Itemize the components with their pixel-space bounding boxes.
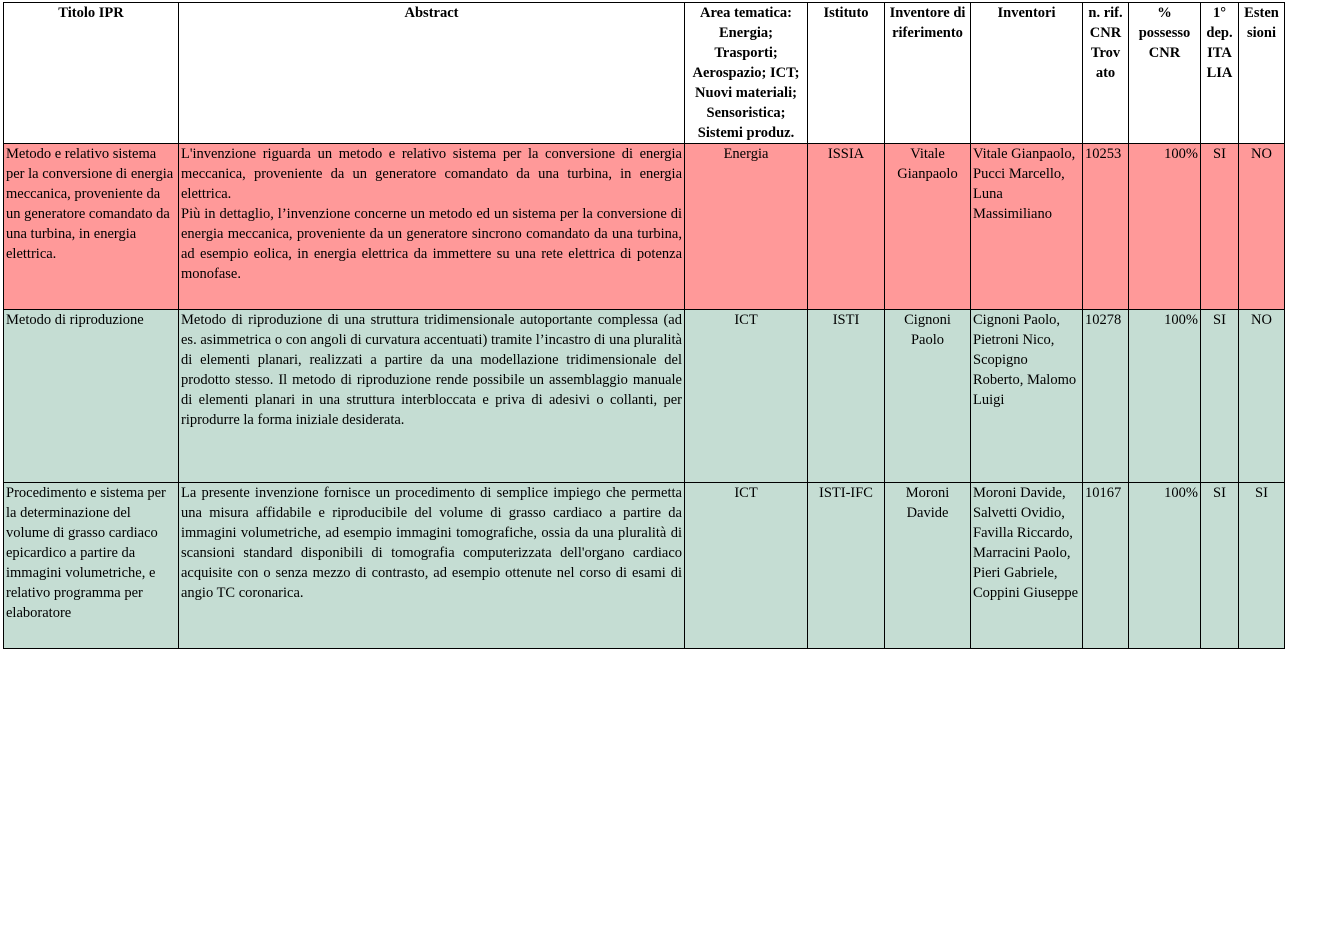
cell-titolo: Procedimento e sistema per la determinazione del volume di grasso cardiaco epicardico a partire da immagini volumetriche, e relativo programma per elaboratore [4, 483, 179, 649]
cell-inventori: Cignoni Paolo, Pietroni Nico, Scopigno Roberto, Malomo Luigi [971, 310, 1083, 483]
header-nrif: n. rif. CNR Trov ato [1083, 3, 1129, 144]
header-istituto: Istituto [808, 3, 885, 144]
cell-dep: SI [1201, 144, 1239, 310]
abstract-paragraph: Metodo di riproduzione di una struttura tridimensionale autoportante complessa (ad es. asimmetrica o con angoli di curvatura accentuati) tramite l’incastro di una pluralità di elementi planari, realizzati a partire da una modellazione tridimensionale del prodotto stesso. Il metodo di riproduzione rende possibile un assemblaggio manuale di elementi planari in una struttura interbloccata e priva di adesivi o collanti, per riprodurre la forma iniziale desiderata. [181, 312, 682, 428]
header-abstract: Abstract [179, 3, 685, 144]
cell-titolo: Metodo di riproduzione [4, 310, 179, 483]
ipr-table [3, 2, 1285, 649]
header-possesso: % possesso CNR [1129, 3, 1201, 144]
header-estensioni: Esten sioni [1239, 3, 1285, 144]
cell-inventore-rif: Vitale Gianpaolo [885, 144, 971, 310]
cell-estensioni: NO [1239, 310, 1285, 483]
cell-estensioni: SI [1239, 483, 1285, 649]
cell-possesso: 100% [1129, 483, 1201, 649]
cell-inventori: Moroni Davide, Salvetti Ovidio, Favilla Riccardo, Marracini Paolo, Pieri Gabriele, Coppini Giuseppe [971, 483, 1083, 649]
cell-istituto: ISTI-IFC [808, 483, 885, 649]
cell-nrif: 10278 [1083, 310, 1129, 483]
header-titolo: Titolo IPR [4, 3, 179, 144]
table-row [4, 144, 1285, 310]
cell-titolo: Metodo e relativo sistema per la conversione di energia meccanica, proveniente da un generatore comandato da una turbina, in energia elettrica. [4, 144, 179, 310]
cell-estensioni: NO [1239, 144, 1285, 310]
abstract-paragraph: L'invenzione riguarda un metodo e relativo sistema per la conversione di energia meccanica, proveniente da un generatore comandato da una turbina, in energia elettrica. [181, 146, 682, 202]
cell-inventore-rif: Cignoni Paolo [885, 310, 971, 483]
cell-nrif: 10167 [1083, 483, 1129, 649]
cell-istituto: ISTI [808, 310, 885, 483]
cell-inventore-rif: Moroni Davide [885, 483, 971, 649]
abstract-paragraph: La presente invenzione fornisce un procedimento di semplice impiego che permetta una misura affidabile e riproducibile del volume di grasso cardiaco a partire da immagini volumetriche, ad esempio immagini tomografiche, ossia da una pluralità di scansioni standard disponibili di tomografia computerizzata dell'organo cardiaco acquisite con o senza mezzo di contrasto, ad esempio ottenute nel corso di esami di angio TC coronarica. [181, 485, 682, 601]
cell-abstract [179, 483, 685, 649]
cell-dep: SI [1201, 483, 1239, 649]
table-row [4, 483, 1285, 649]
cell-inventori: Vitale Gianpaolo, Pucci Marcello, Luna Massimiliano [971, 144, 1083, 310]
cell-possesso: 100% [1129, 310, 1201, 483]
header-row [4, 3, 1285, 144]
cell-area: ICT [685, 310, 808, 483]
cell-possesso: 100% [1129, 144, 1201, 310]
cell-area: ICT [685, 483, 808, 649]
abstract-paragraph: Più in dettaglio, l’invenzione concerne un metodo ed un sistema per la conversione di energia meccanica, proveniente da un generatore sincrono comandato da una turbina, ad esempio eolica, in energia elettrica da immettere su una rete elettrica di potenza monofase. [181, 206, 682, 282]
cell-abstract [179, 144, 685, 310]
header-inventori: Inventori [971, 3, 1083, 144]
table-row [4, 310, 1285, 483]
cell-nrif: 10253 [1083, 144, 1129, 310]
header-inventore-rif: Inventore di riferimento [885, 3, 971, 144]
cell-dep: SI [1201, 310, 1239, 483]
header-area: Area tematica: Energia; Trasporti; Aerospazio; ICT; Nuovi materiali; Sensoristica; Sistemi produz. [685, 3, 808, 144]
cell-abstract [179, 310, 685, 483]
header-dep: 1° dep. ITA LIA [1201, 3, 1239, 144]
cell-istituto: ISSIA [808, 144, 885, 310]
cell-area: Energia [685, 144, 808, 310]
